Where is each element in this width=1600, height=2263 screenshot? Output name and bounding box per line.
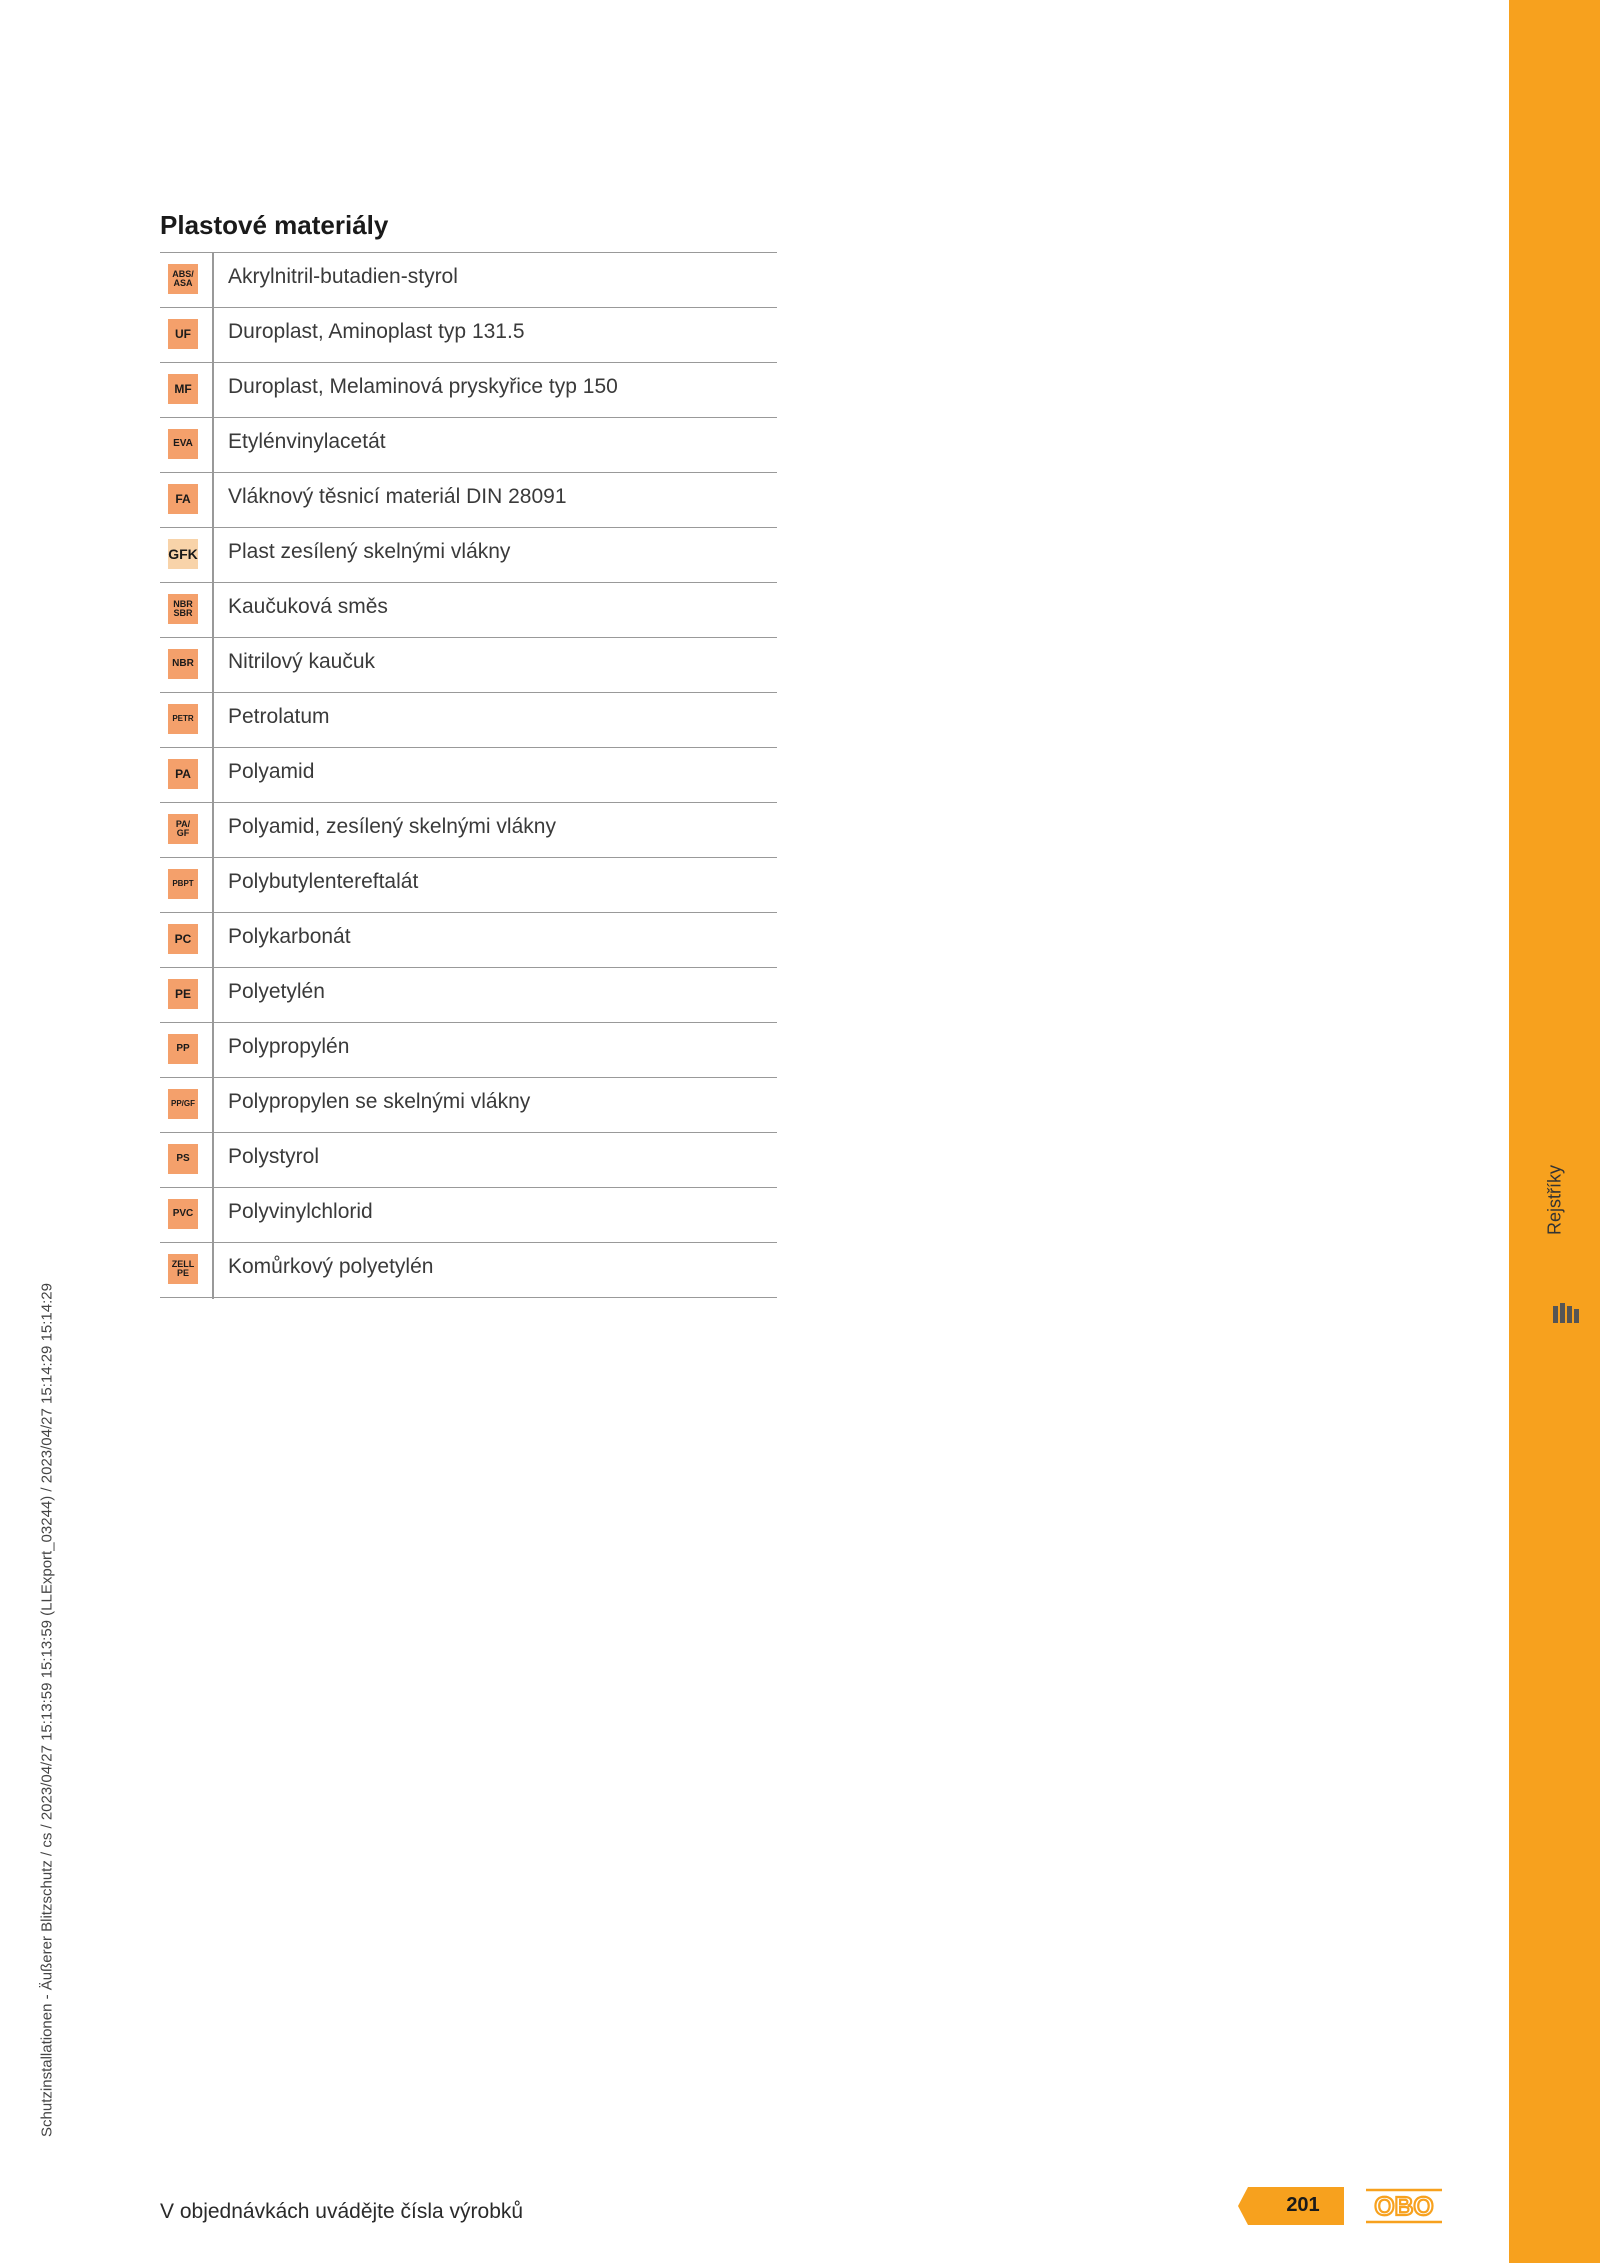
material-label: Plast zesílený skelnými vlákny [228,540,511,563]
table-row [160,363,777,418]
material-badge-icon: NBR [168,649,198,679]
side-accent-bar [1509,0,1600,2263]
table-row [160,1133,777,1188]
table-row [160,1023,777,1078]
index-register-icon [1553,1303,1579,1323]
material-badge-icon: EVA [168,429,198,459]
materials-table [160,252,777,1298]
material-label: Duroplast, Aminoplast typ 131.5 [228,320,525,343]
material-label: Polybutylentereftalát [228,870,419,893]
table-row [160,418,777,473]
side-tab-label[interactable]: Rejstříky [1544,1164,1565,1236]
material-label: Vláknový těsnicí materiál DIN 28091 [228,485,567,508]
obo-logo [1364,2186,1444,2226]
material-badge-icon: PP [168,1034,198,1064]
section-title: Plastové materiály [160,210,389,240]
material-label: Komůrkový polyetylén [228,1255,434,1278]
table-row [160,583,777,638]
page-number: 201 [1286,2194,1320,2216]
material-badge-icon: ZELL PE [168,1254,198,1284]
table-row [160,693,777,748]
material-label: Etylénvinylacetát [228,430,386,453]
material-badge-icon: PC [168,924,198,954]
table-row [160,913,777,968]
material-label: Nitrilový kaučuk [228,650,376,673]
material-label: Polyamid [228,760,315,783]
table-row [160,1078,777,1133]
material-badge-icon: PP/GF [168,1089,198,1119]
table-row [160,1188,777,1243]
material-badge-icon: ABS/ ASA [168,264,198,294]
material-badge-icon: PA/ GF [168,814,198,844]
table-row [160,748,777,803]
footer-text: V objednávkách uvádějte čísla výrobků [160,2200,524,2223]
material-label: Polyamid, zesílený skelnými vlákny [228,815,556,838]
material-label: Polykarbonát [228,925,351,948]
table-row [160,528,777,583]
material-badge-icon: UF [168,319,198,349]
table-row [160,1243,777,1298]
material-badge-icon: PS [168,1144,198,1174]
material-label: Polypropylén [228,1035,350,1058]
material-badge-icon: PETR [168,704,198,734]
logo-text: OBO [1374,2191,1434,2221]
material-badge-icon: FA [168,484,198,514]
material-label: Polypropylen se skelnými vlákny [228,1090,531,1113]
material-label: Polystyrol [228,1145,320,1168]
material-badge-icon: NBR SBR [168,594,198,624]
material-badge-icon: GFK [168,539,198,569]
table-row [160,638,777,693]
table-row [160,858,777,913]
table-row [160,803,777,858]
material-label: Petrolatum [228,705,330,728]
material-label: Polyvinylchlorid [228,1200,373,1223]
material-badge-icon: PVC [168,1199,198,1229]
margin-note: Schutzinstallationen - Äußerer Blitzschutz / cs / 2023/04/27 15:13:59 15:13:59 (LLExport_03244) / 2023/04/27 15:14:29 15:14:29 [38,1283,56,2137]
material-badge-icon: PA [168,759,198,789]
material-label: Duroplast, Melaminová pryskyřice typ 150 [228,375,618,398]
table-row [160,308,777,363]
table-row [160,968,777,1023]
material-label: Akrylnitril-butadien-styrol [228,265,458,288]
table-row [160,473,777,528]
material-badge-icon: PE [168,979,198,1009]
table-row [160,253,777,308]
material-badge-icon: MF [168,374,198,404]
material-label: Kaučuková směs [228,595,388,618]
material-label: Polyetylén [228,980,325,1003]
material-badge-icon: PBPT [168,869,198,899]
